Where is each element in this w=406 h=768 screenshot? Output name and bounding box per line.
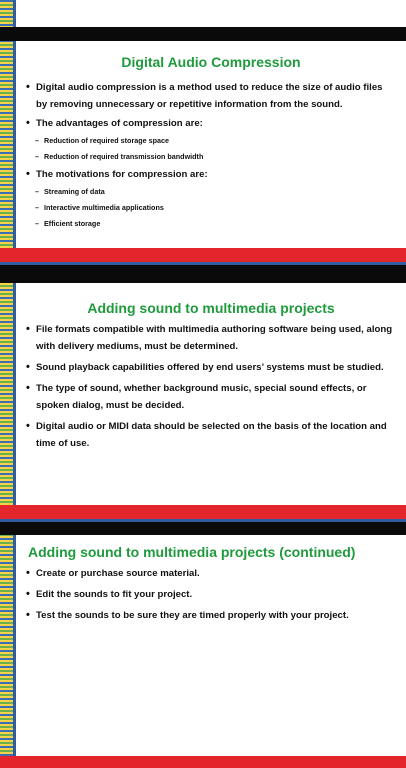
slide-1-sub-2-1: – Reduction of required storage space xyxy=(16,134,406,147)
slide-2-bullets xyxy=(16,321,406,452)
slide-3-bullets xyxy=(16,565,406,624)
slide-3-bottom-bar xyxy=(0,756,406,768)
slide-3-bullet-3: • Test the sounds to be sure they are timed properly with your project. xyxy=(16,607,406,624)
slide-1-sub-2-2: – Reduction of required transmission bandwidth xyxy=(16,150,406,163)
slide-1-bullet-2: • The advantages of compression are: xyxy=(16,115,406,132)
slide-3-left-stripe xyxy=(0,522,13,756)
slide-3-content xyxy=(16,522,406,756)
slide-2-bullet-2: • Sound playback capabilities offered by end users’ systems must be studied. xyxy=(16,359,406,376)
slide-2-bullet-3: • The type of sound, whether background music, special sound effects, or spoken dialog, must be decided. xyxy=(16,380,406,414)
slide-1-content xyxy=(16,0,406,248)
slide-1-sub-3-2: – Interactive multimedia applications xyxy=(16,201,406,214)
slide-3-bullet-2: • Edit the sounds to fit your project. xyxy=(16,586,406,603)
slide-3-title: Adding sound to multimedia projects (continued) xyxy=(28,544,356,560)
slide-1-bullet-1: • Digital audio compression is a method used to reduce the size of audio files by removing unnecessary or repetitive information from the sound. xyxy=(16,79,406,113)
slide-2-bottom-bar xyxy=(0,505,406,519)
slide-1-bullets xyxy=(16,79,406,230)
slide-1-bullet-3: • The motivations for compression are: xyxy=(16,166,406,183)
slide-2-content xyxy=(16,265,406,505)
slide-2-bullet-4: • Digital audio or MIDI data should be selected on the basis of the location and time of use. xyxy=(16,418,406,452)
slide-2 xyxy=(0,265,406,505)
slide-1-bottom-bar xyxy=(0,248,406,262)
slide-1-title: Digital Audio Compression xyxy=(121,54,301,70)
slide-2-left-stripe xyxy=(0,265,13,505)
slide-2-bullet-1: • File formats compatible with multimedia authoring software being used, along with delivery mediums, must be determined. xyxy=(16,321,406,355)
slide-1-sub-3-1: – Streaming of data xyxy=(16,185,406,198)
slide-3 xyxy=(0,522,406,756)
slide-1 xyxy=(0,0,406,248)
slide-2-title: Adding sound to multimedia projects xyxy=(87,300,335,316)
slide-3-bullet-1: • Create or purchase source material. xyxy=(16,565,406,582)
slide-1-sub-3-3: – Efficient storage xyxy=(16,217,406,230)
